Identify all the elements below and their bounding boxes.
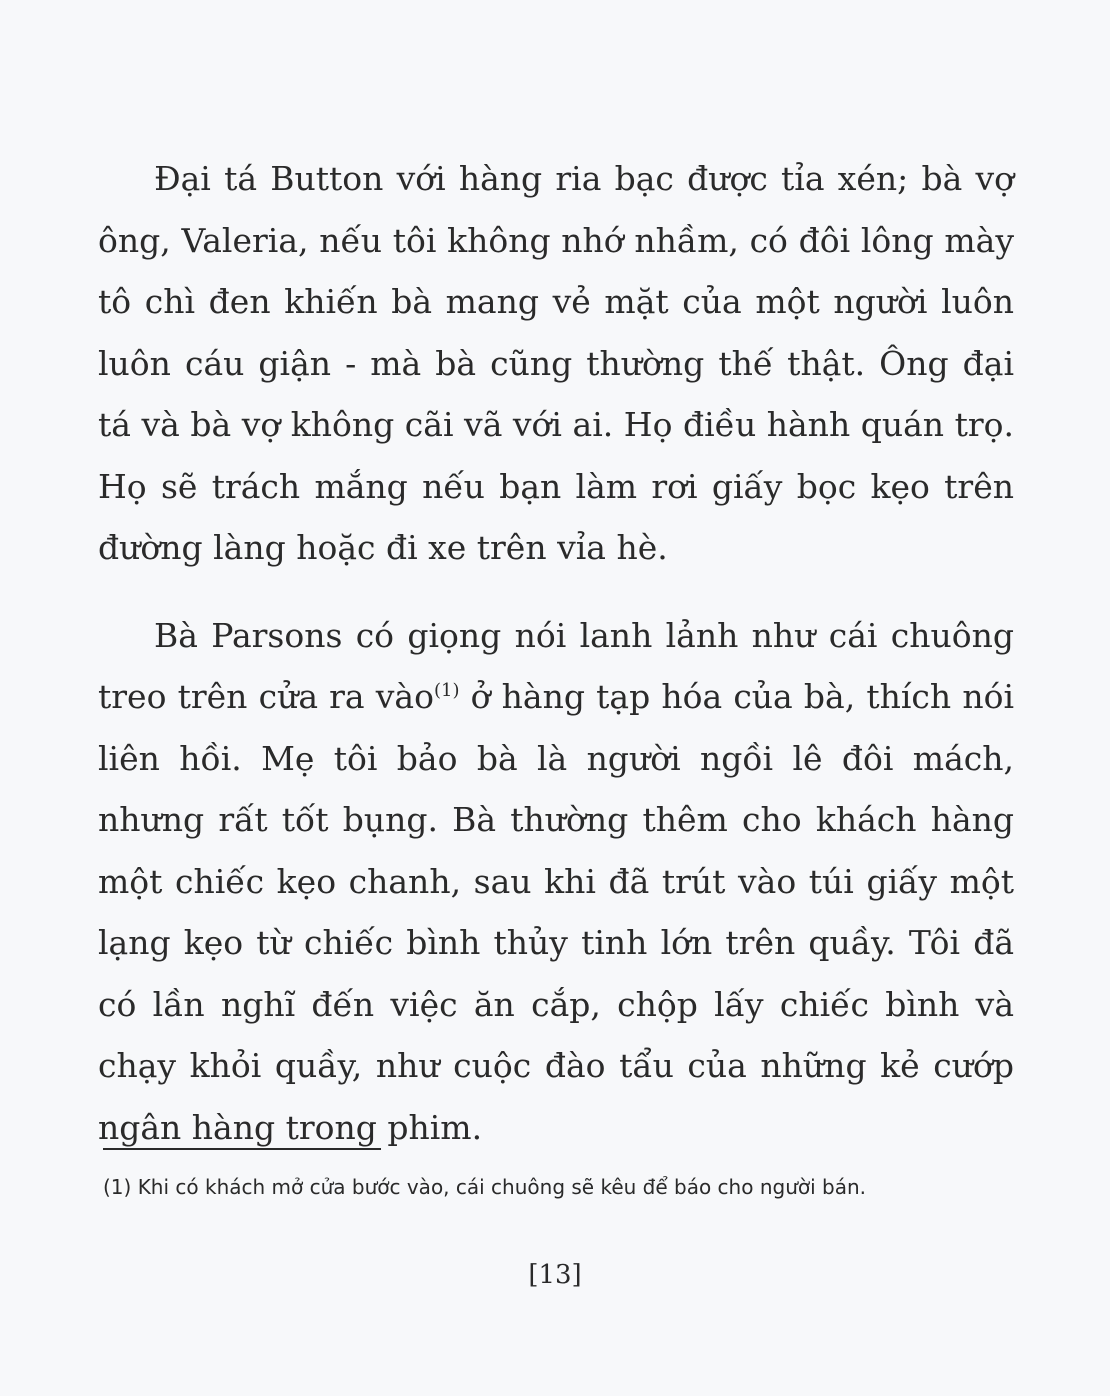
page-number: [13] [528,1260,582,1290]
paragraph-2-text-after-ref: ở hàng tạp hóa của bà, thích nói liên hồi. Mẹ tôi bảo bà là người ngồi lê đôi mách, nhưng rất tốt bụng. Bà thường thêm cho khách hàng một chiếc kẹo chanh, sau khi đã trút vào túi giấy một lạng kẹo từ chiếc bình thủy tinh lớn trên quầy. Tôi đã có lần nghĩ đến việc ăn cắp, chộp lấy chiếc bình và chạy khỏi quầy, như cuộc đào tẩu của những kẻ cướp ngân hàng trong phim. [98,677,1014,1147]
paragraph-2-text-before-ref: Bà Parsons có giọng nói lanh lảnh như cái chuông treo trên cửa ra vào [98,615,1014,716]
footnote-divider [103,1148,381,1150]
footnote-reference: (1) [433,680,460,701]
paragraph-mrs-parsons [98,605,1014,1159]
paragraph-1-text: Đại tá Button với hàng ria bạc được tỉa xén; bà vợ ông, Valeria, nếu tôi không nhớ nhầm, có đôi lông mày tô chì đen khiến bà mang vẻ mặt của một người luôn luôn cáu giận - mà bà cũng thường thế thật. Ông đại tá và bà vợ không cãi vã với ai. Họ điều hành quán trọ. Họ sẽ trách mắng nếu bạn làm rơi giấy bọc kẹo trên đường làng hoặc đi xe trên vỉa hè. [98,159,1014,567]
body-text [98,148,1014,1158]
paragraph-colonel-button [98,148,1014,579]
footnote: (1) Khi có khách mở cửa bước vào, cái chuông sẽ kêu để báo cho người bán. [103,1175,867,1199]
